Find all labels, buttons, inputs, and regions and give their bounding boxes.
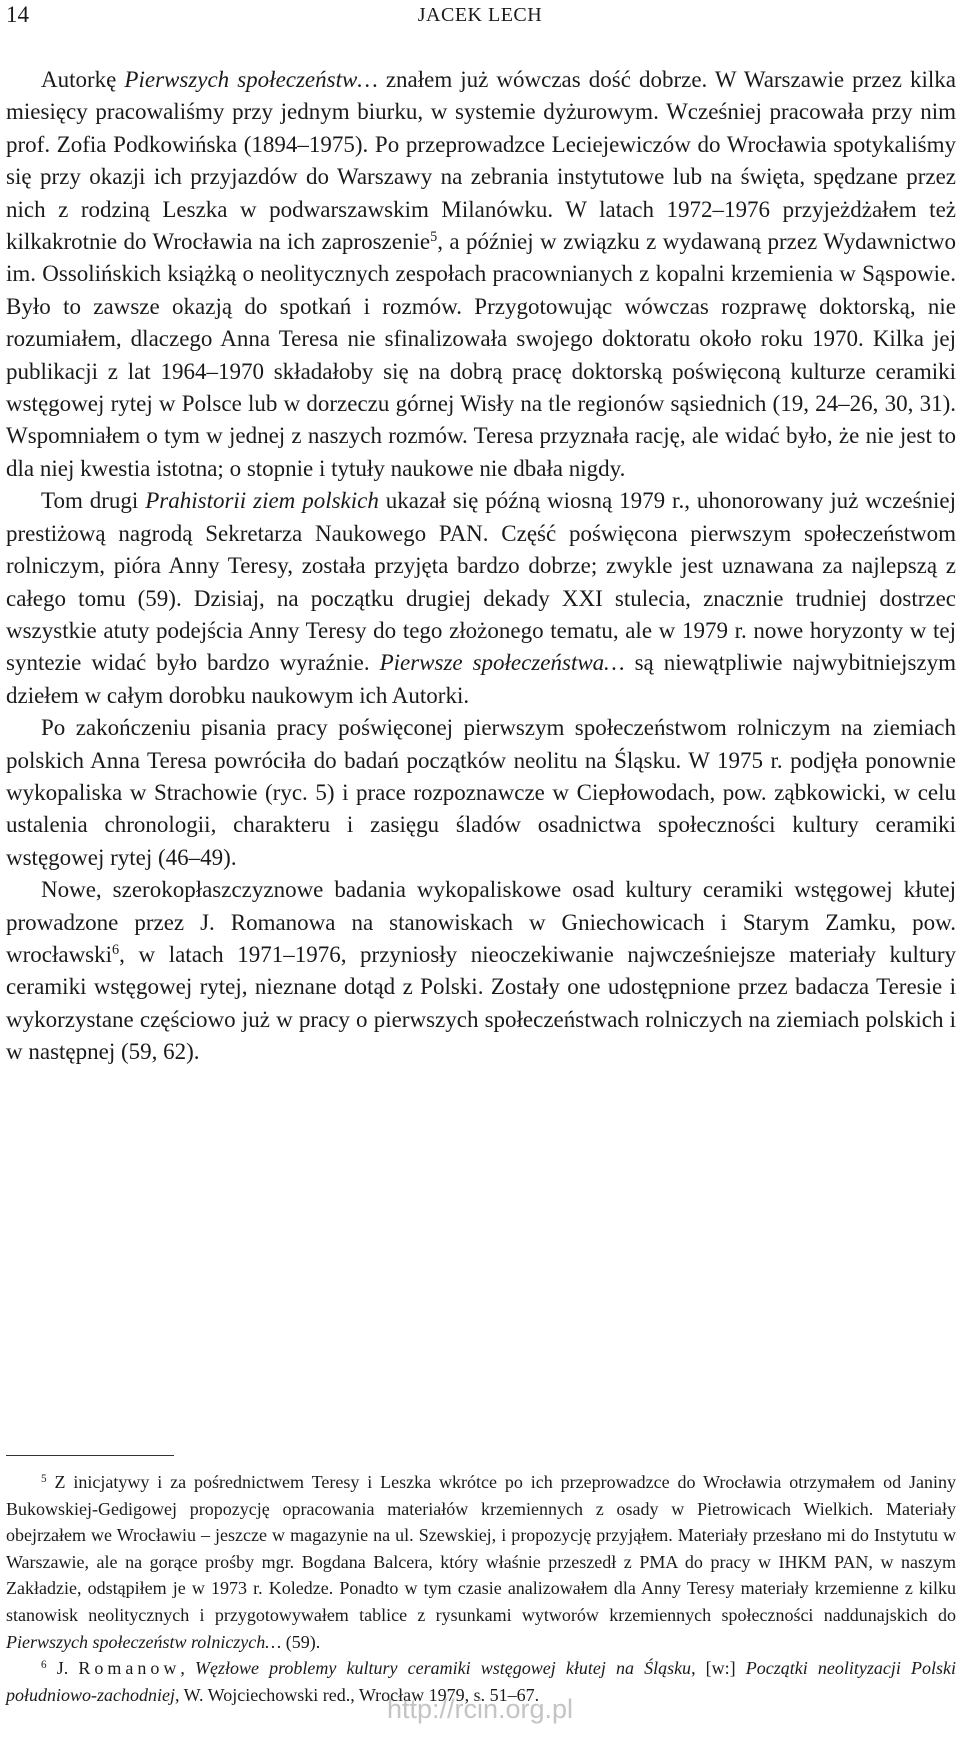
footnote-5 [6, 1469, 956, 1655]
paragraph-1 [6, 64, 956, 485]
footnote-number: 5 [41, 1472, 47, 1485]
paragraph-2 [6, 485, 956, 712]
text-span: , [w:] [691, 1658, 746, 1679]
footnote-divider [6, 1455, 174, 1456]
text-span: Autorkę [41, 67, 125, 92]
footnote-number: 6 [41, 1659, 47, 1672]
paragraph-4 [6, 874, 956, 1068]
italic-title: Początki neolityzacji Polski południowo-zachodniej [6, 1658, 956, 1705]
text-span: Tom drugi [41, 488, 146, 514]
text-span: , a później w związku z wydawaną przez Wydawnictwo im. Ossolińskich książką o neolitycznych zespołach pracownianych z kopalni krzemienia w Sąspowie. Było to zawsze okazją do spotkań i rozmów. Przygotowując wówczas rozprawę doktorską, nie rozumiałem, dlaczego Anna Teresa nie sfinalizowała swojego doktoratu około roku 1970. Kilka jej publikacji z lat 1964–1970 składałoby się na dobrą pracę doktorską poświęconą kulturze ceramiki wstęgowej rytej w Polsce lub w dorzeczu górnej Wisły na tle regionów sąsiednich (19, 24–26, 30, 31). Wspomniałem o tym w jednej z naszych rozmów. Teresa przyznała rację, ale widać było, że nie jest to dla niej kwestia istotna; o stopnie i tytuły naukowe nie dbała nigdy. [6, 229, 956, 481]
text-span: (59). [281, 1631, 321, 1652]
text-span: J. [46, 1658, 79, 1679]
italic-title: Prahistorii ziem polskich [145, 488, 379, 514]
page-number: 14 [6, 2, 29, 27]
text-span: , [180, 1658, 195, 1679]
text-span: są niewątpliwie najwybitniejszym dziełem w całym dorobku naukowym ich Autorki. [6, 650, 956, 708]
text-span: ukazał się późną wiosną 1979 r., uhonorowany już wcześniej prestiżową nagrodą Sekretarza Naukowego PAN. Część poświęcona pierwszym społeczeństwom rolniczym, pióra Anny Teresy, została przyjęta bardzo dobrze; zwykle jest uznawana za najlepszą z całego tomu (59). Dzisiaj, na początku drugiej dekady XXI stulecia, znacznie trudniej dostrzec wszystkie atuty podejścia Anny Teresy do tego złożonego tematu, ale w 1979 r. nowe horyzonty w tej syntezie widać było bardzo wyraźnie. [6, 488, 956, 676]
text-span: Nowe, szerokopłaszczyznowe badania wykopaliskowe osad kultury ceramiki wstęgowej kłutej prowadzone przez J. Romanowa na stanowiskach w Gniechowicach i Starym Zamku, pow. wrocławski [6, 877, 956, 967]
italic-title: Pierwszych społeczeństw… [124, 67, 378, 92]
paragraph-3: Po zakończeniu pisania pracy poświęconej pierwszym społeczeństwom rolniczym na ziemiach polskich Anna Teresa powróciła do badań początków neolitu na Śląsku. W 1975 r. podjęła ponownie wykopaliska w Strachowie (ryc. 5) i prace rozpoznawcze w Ciepłowodach, pow. ząbkowicki, w celu ustalenia chronologii, charakteru i zasięgu śladów osadnictwa społeczności kultury ceramiki wstęgowej rytej (46–49). [6, 715, 956, 870]
author-name: Romanow [78, 1658, 181, 1679]
text-span: , w latach 1971–1976, przyniosły nieoczekiwanie najwcześniejsze materiały kultury ceramiki wstęgowej rytej, nieznane dotąd z Polski. Zostały one udostępnione przez badacza Teresie i wykorzystane częściowo już w pracy o pierwszych społeczeństwach rolniczych na ziemiach polskich i w następnej (59, 62). [6, 941, 956, 1065]
footnote-ref-5[interactable]: 5 [430, 229, 438, 246]
text-span: znałem już wówczas dość dobrze. W Warszawie przez kilka miesięcy pracowaliśmy przy jednym biurku, w systemie dyżurowym. Wcześniej pracowała przy nim prof. Zofia Podkowińska (1894–1975). Po przeprowadzce Leciejewiczów do Wrocławia spotykaliśmy się przy okazji ich przyjazdów do Warszawy na zebrania instytutowe lub na święta, spędzane przez nich z rodziną Leszka w podwarszawskim Milanówku. W latach 1972–1976 przyjeżdżałem też kilkakrotnie do Wrocławia na ich zaproszenie [6, 67, 956, 255]
footnote-ref-6[interactable]: 6 [112, 942, 120, 959]
italic-title: Węzłowe problemy kultury ceramiki wstęgowej kłutej na Śląsku [194, 1658, 692, 1679]
text-span: Z inicjatywy i za pośrednictwem Teresy i Leszka wkrótce po ich przeprowadzce do Wrocławia otrzymałem od Janiny Bukowskiej-Gedigowej propozycję opracowania materiałów krzemiennych z osady w Pietrowicach Wielkich. Materiały obejrzałem we Wrocławiu – jeszcze w magazynie na ul. Szewskiej, i propozycję przyjąłem. Materiały przesłano mi do Instytutu w Warszawie, ale na gorące prośby mgr. Bogdana Balcera, który właśnie przeszedł z PMA do pracy w IHKM PAN, w naszym Zakładzie, odstąpiłem je w 1973 r. Koledze. Ponadto w tym czasie analizowałem dla Anny Teresy materiały krzemienne z kilku stanowisk neolitycznych i przygotowywałem tablice z rysunkami wytworów krzemiennych społeczności naddunajskich do [6, 1472, 956, 1625]
text-span: , W. Wojciechowski red., Wrocław 1979, s. 51–67. [175, 1684, 540, 1705]
italic-title: Pierwszych społeczeństw rolniczych… [6, 1631, 282, 1652]
running-head: JACEK LECH [417, 4, 543, 26]
italic-title: Pierwsze społeczeństwa… [379, 650, 625, 676]
footnotes [6, 1469, 956, 1708]
watermark-url: http://rcin.org.pl [386, 1694, 574, 1724]
main-text [6, 64, 956, 1069]
